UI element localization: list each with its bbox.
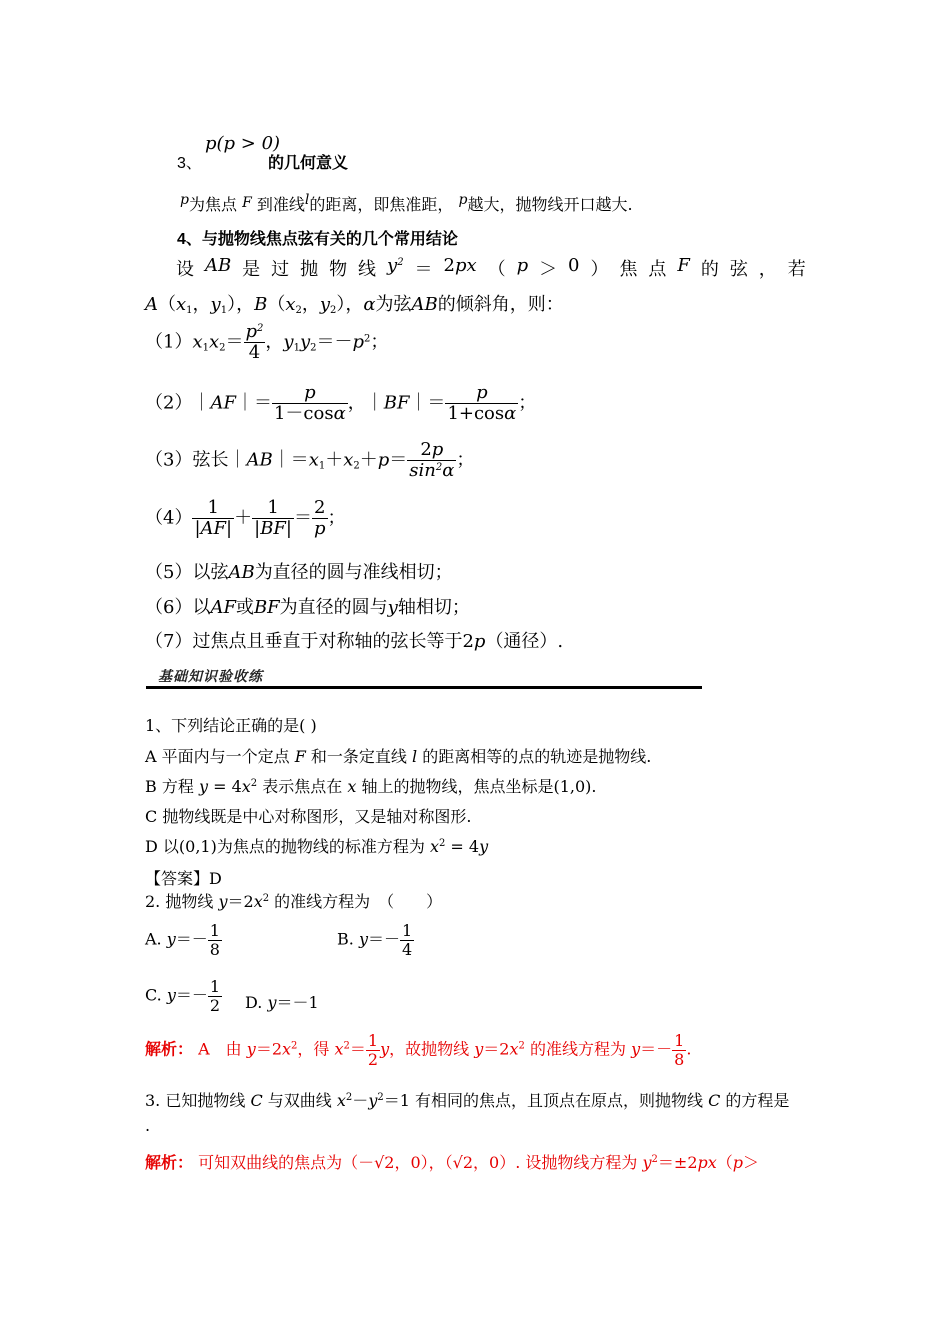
- section4-title: 4、与抛物线焦点弦有关的几个常用结论: [177, 231, 458, 248]
- section3-description: p为焦点 F 到准线l的距离，即焦准距， p越大，抛物线开口越大.: [180, 192, 633, 214]
- q1-option-c: C 抛物线既是中心对称图形，又是轴对称图形.: [145, 807, 472, 826]
- conclusion-item-3: （3）弦长$|AB|=x_1+x_2+p=$ $\frac{2p}{\sin^2\alpha}$ ；: [145, 439, 475, 481]
- q1-option-a: A 平面内与一个定点 F 和一条定直线 l 的距离相等的点的轨迹是抛物线.: [145, 747, 652, 766]
- q3-dot: .: [145, 1116, 151, 1135]
- section-banner: [146, 662, 702, 688]
- section3-title: 的几何意义: [268, 155, 349, 172]
- conclusion-item-5: （5）以弦AB为直径的圆与准线相切；: [145, 562, 453, 583]
- section4-intro-line2: $A(x_1$，$y_1$），$B(x_2$，$y_2$），α为弦AB的倾斜角，则：: [145, 294, 564, 316]
- q3-stem: 3. 已知抛物线 C 与双曲线 $x^2-y^2=1$ 有相同的焦点，且顶点在原点，则抛物线 C 的方程是: [145, 1091, 790, 1110]
- banner-divider: [146, 686, 702, 689]
- q1-answer: 【答案】D: [145, 869, 222, 888]
- q1-option-d: D 以(0,1)为焦点的抛物线的标准方程为 $x^2 = 4y$: [145, 837, 489, 856]
- conclusion-item-1: $(1)x_1x_2=$ $\frac{p^2}{4}$ ，$y_1y_2=-p^2$；: [145, 321, 389, 363]
- q2-analysis: 解析： A 由 $y=2x^2$，得 $x^2=$ $\frac{1}{2}$ y，故抛物线 $y=2x^2$ 的准线方程为 y＝－ $\frac{1}{8}$ .: [145, 1031, 692, 1069]
- section3-formula: p(p > 0): [205, 133, 281, 154]
- q2-stem: 2. 抛物线 $y=2x^2$ 的准线方程为 （ ）: [145, 892, 443, 911]
- q2-option-d: D. y＝－1: [245, 993, 319, 1012]
- q3-analysis: 解析： 可知双曲线的焦点为（－√2，0），（√2，0）. 设抛物线方程为 $y^2=\pm 2px(p>$: [145, 1153, 760, 1172]
- conclusion-item-2: （2）｜AF｜＝ $\frac{p}{1-\cos\alpha}$ ，｜BF｜＝ $\frac{p}{1+\cos\alpha}$ ；: [145, 382, 537, 424]
- conclusion-item-7: （7）过焦点且垂直于对称轴的弦长等于2p（通径）.: [145, 631, 564, 652]
- section3-number: 3、: [177, 155, 202, 172]
- conclusion-item-6: （6）以AF或BF为直径的圆与y轴相切；: [145, 597, 470, 618]
- banner-label: 基础知识验收练: [158, 669, 263, 685]
- conclusion-item-4: （4） $\frac{1}{|AF|}$ ＋ $\frac{1}{|BF|}$ ＝ $\frac{2}{p}$ ；: [145, 497, 346, 539]
- section4-intro-line1: 设 AB 是 过 抛 物 线 $y^2$ ＝ 2px （ p ＞ 0 ） 焦 点 F 的 弦 ， 若: [176, 255, 806, 280]
- q2-option-c: C. y＝－ $\frac{1}{2}$: [145, 977, 221, 1015]
- q2-option-a: A. y＝－ $\frac{1}{8}$: [145, 921, 220, 959]
- q1-stem: 1、下列结论正确的是( ): [145, 716, 317, 735]
- q2-option-b: B. y＝－ $\frac{1}{4}$: [337, 921, 413, 959]
- q1-option-b: B 方程 $y = 4x^2$ 表示焦点在 x 轴上的抛物线，焦点坐标是(1,0).: [145, 777, 597, 796]
